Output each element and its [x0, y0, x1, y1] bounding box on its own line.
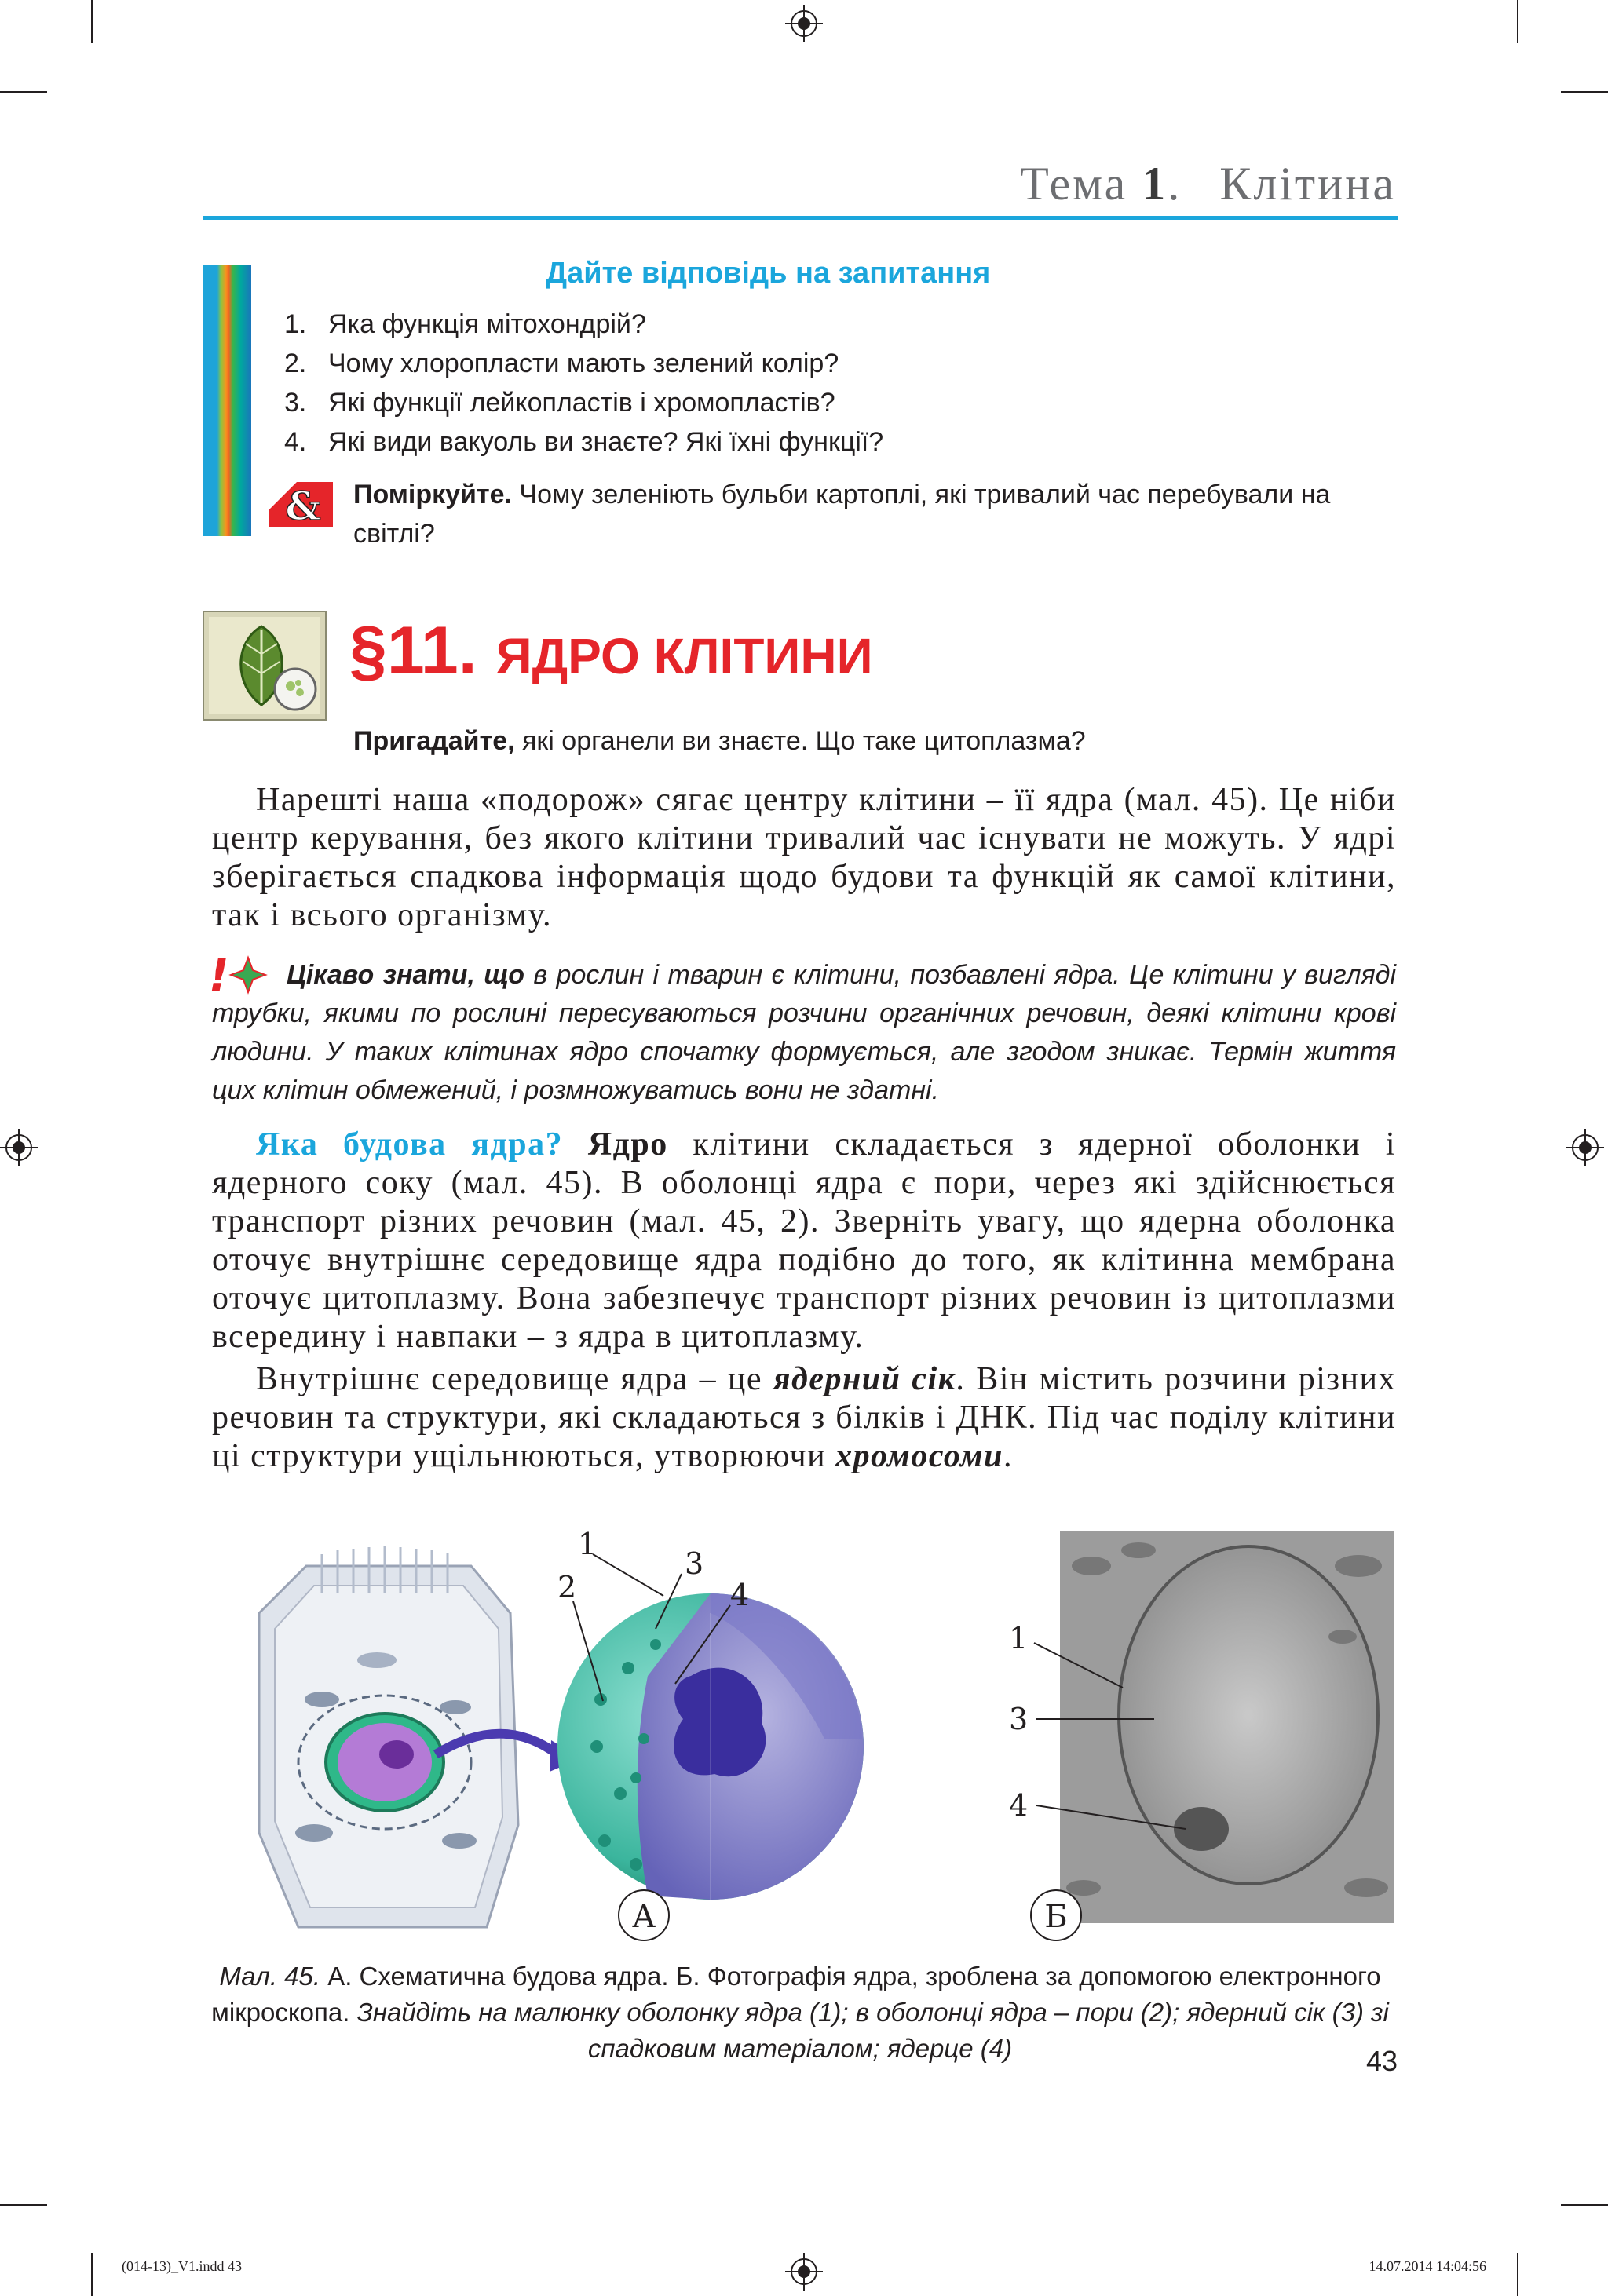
paragraph-text: Внутрішнє середовище ядра – це	[256, 1361, 773, 1397]
list-item	[284, 344, 883, 383]
caption-task: Знайдіть на малюнку оболонку ядра (1); в оболонці ядра – пори (2); ядерний сік (3) зі спадковим матеріалом; ядерце (4)	[356, 1998, 1389, 2063]
print-slug-datetime: 14.07.2014 14:04:56	[1369, 2258, 1486, 2274]
paragraph-text: . Він містить розчини різних речовин та структури, які складаються з білків і ДНК. Під час поділу клітини ці структури ущільнюються, утворюючи	[212, 1361, 1396, 1474]
svg-text:&: &	[285, 483, 321, 529]
crop-mark	[1561, 91, 1608, 93]
recall-text: які органели ви знаєте. Що таке цитоплазма?	[514, 726, 1086, 756]
label-b-4: 4	[1009, 1788, 1029, 1823]
print-slug-file: (014-13)_V1.indd 43	[122, 2258, 242, 2274]
label-a-1: 1	[578, 1527, 598, 1561]
leaf-microscope-icon	[203, 611, 327, 721]
body-paragraph	[212, 1126, 1396, 1356]
interesting-fact	[212, 956, 1396, 1110]
item-number: 4.	[284, 427, 307, 457]
question-lead: Яка будова ядра?	[256, 1126, 564, 1163]
registration-mark-icon	[1566, 1129, 1604, 1166]
crop-mark	[1517, 2253, 1518, 2296]
caption-main: А. Схематична будова ядра. Б. Фотографія ядра, зроблена за допомогою електронного мікроскопа.	[211, 1962, 1381, 2027]
theme-word: Тема	[1020, 158, 1128, 210]
item-number: 2.	[284, 349, 307, 378]
fact-label: Цікаво знати, що	[287, 960, 524, 990]
recall-prompt	[353, 726, 1086, 757]
body-paragraph	[212, 781, 1396, 935]
item-text: Яка функція мітохондрій?	[328, 309, 646, 339]
registration-mark-icon	[785, 5, 823, 42]
think-ampersand-icon	[265, 479, 336, 531]
item-number: 3.	[284, 388, 307, 418]
label-b-3: 3	[1009, 1702, 1029, 1736]
nucleus-model	[557, 1527, 864, 1940]
running-header	[1020, 157, 1396, 211]
term-nuclear-sap: ядерний сік	[773, 1361, 956, 1397]
think-question: Чому зеленіють бульби картоплі, які тривалий час перебували на світлі?	[353, 480, 1331, 549]
think-label: Поміркуйте.	[353, 480, 512, 509]
registration-mark-icon	[785, 2253, 823, 2291]
recall-label: Пригадайте,	[353, 726, 515, 756]
item-text: Які види вакуоль ви знаєте? Які їхні функції?	[328, 427, 884, 457]
questions-title: Дайте відповідь на запитання	[546, 257, 991, 290]
section-name: ЯДРО КЛІТИНИ	[495, 628, 873, 684]
registration-mark-icon	[0, 1129, 38, 1166]
paragraph-text: .	[1003, 1438, 1013, 1474]
item-text: Чому хлоропласти мають зелений колір?	[328, 349, 839, 378]
label-a-3: 3	[685, 1546, 704, 1581]
crop-mark	[0, 2204, 47, 2206]
page-number: 43	[1365, 2045, 1398, 2077]
crop-mark	[0, 91, 47, 93]
list-item	[284, 422, 883, 462]
panel-b-label: Б	[1044, 1899, 1068, 1935]
theme-title: Клітина	[1219, 158, 1396, 210]
body-paragraph	[212, 1360, 1396, 1476]
crop-mark	[91, 2253, 93, 2296]
paragraph-text: Нарешті наша «подорож» сягає центру клітини – її ядра (мал. 45). Це ніби центр керування, без якого клітини тривалий час існувати не можуть. У ядрі зберігається спадкова інформація щодо будови та функцій як самої клітини, так і всього організму.	[212, 782, 1396, 933]
electron-micrograph	[1009, 1531, 1394, 1940]
label-a-4: 4	[730, 1578, 750, 1612]
figure-caption	[203, 1958, 1398, 2067]
svg-text:!: !	[209, 951, 229, 998]
label-a-2: 2	[557, 1570, 577, 1604]
decorative-color-bar	[203, 265, 251, 536]
label-b-1: 1	[1009, 1621, 1029, 1655]
list-item	[284, 305, 883, 344]
crop-mark	[91, 0, 93, 43]
cell-illustration	[259, 1546, 581, 1927]
theme-number: 1	[1142, 158, 1168, 210]
section-number: 11.	[386, 613, 477, 688]
item-text: Які функції лейкопластів і хромопластів?	[328, 388, 835, 418]
item-number: 1.	[284, 309, 307, 339]
section-title	[349, 612, 873, 690]
nucleus-figure	[228, 1519, 1398, 1974]
paragraph-text: клітини складається з ядерної оболонки і ядерного соку (мал. 45). В оболонці ядра є пори, через які здійснюється транспорт різних речовин (мал. 45, 2). Зверніть увагу, що ядерна оболонка оточує внутрішнє середовище ядра подібно до того, як клітинна мембрана оточує цитоплазму. Вона забезпечує транспорт різних речовин із цитоплазми всередину і навпаки – з ядра в цитоплазму.	[212, 1126, 1397, 1355]
questions-list	[284, 305, 883, 462]
fact-body: в рослин і тварин є клітини, позбавлені ядра. Це клітини у вигляді трубки, якими по рослині пересуваються розчини органічних речовин, деякі клітини крові людини. У таких клітинах ядро спочатку формується, але згодом зникає. Термін життя цих клітин обмежений, і розмножуватись вони не здатні.	[212, 960, 1396, 1105]
crop-mark	[1517, 0, 1518, 43]
panel-a-label: А	[631, 1899, 656, 1935]
crop-mark	[1561, 2204, 1608, 2206]
caption-prefix: Мал. 45.	[219, 1962, 321, 1991]
term-chromosomes: хромосоми	[835, 1438, 1003, 1474]
header-rule	[203, 216, 1398, 220]
theme-separator: .	[1168, 158, 1182, 210]
term-nucleus: Ядро	[563, 1126, 668, 1163]
list-item	[284, 383, 883, 422]
section-symbol: §	[349, 613, 387, 688]
think-prompt	[353, 475, 1405, 553]
